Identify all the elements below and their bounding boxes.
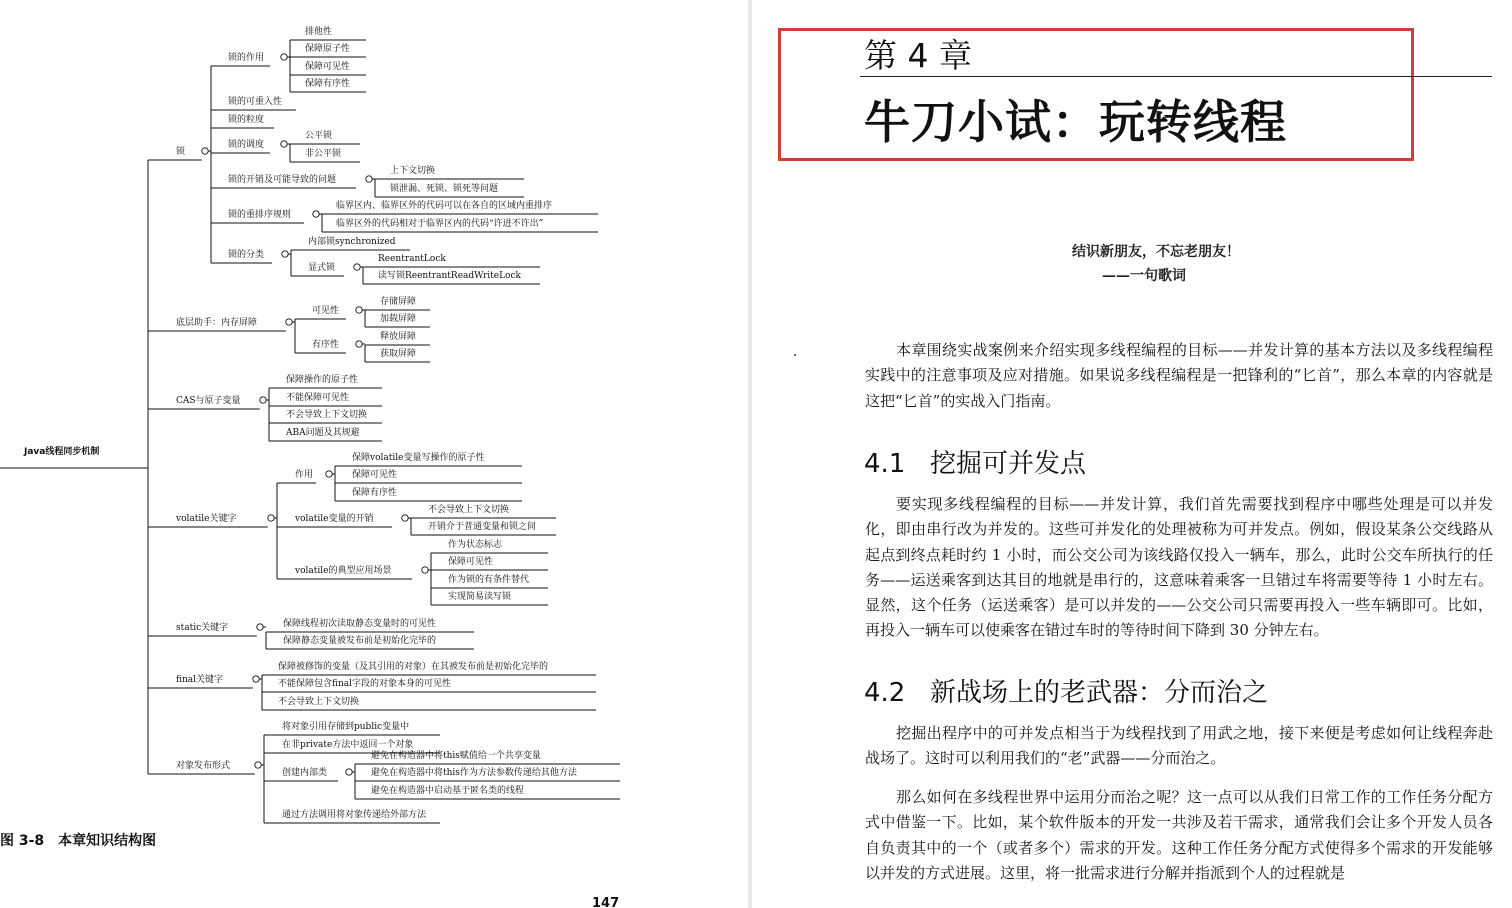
- mindmap-node-label: 非公平锁: [305, 149, 342, 159]
- collapse-node-icon: [255, 762, 261, 768]
- section-4-2-paragraph-2: 那么如何在多线程世界中运用分而治之呢？这一点可以从我们日常工作的工作任务分配方式中借鉴一下。比如，某个软件版本的开发一共涉及若干需求，通常我们会让多个开发人员各自负责其中的一个（或者多个）需求的开发。这种工作任务分配方式使得多个需求的开发能够以并发的方式进展。这里，将一批需求进行分解并指派到个人的过程就是: [865, 788, 1493, 882]
- mindmap-node-label: volatile变量的开销: [295, 514, 374, 524]
- mindmap-node-label: 不能保障包含final字段的对象本身的可见性: [278, 679, 452, 689]
- collapse-node-icon: [202, 148, 208, 154]
- collapse-node-icon: [366, 176, 372, 182]
- chapter-intro: 本章围绕实战案例来介绍实现多线程编程的目标——并发计算的基本方法以及多线程编程实践中的注意事项及应对措施。如果说多线程编程是一把锋利的“匕首”，那么本章的内容就是这把“匕首”的实战入门指南。: [865, 341, 1493, 410]
- collapse-node-icon: [313, 211, 319, 217]
- mindmap-node-label: 临界区内、临界区外的代码可以在各自的区域内重排序: [336, 201, 553, 211]
- mindmap-node-label: 实现简易读写锁: [448, 592, 512, 602]
- mindmap-node-label: 保障静态变量被发布前是初始化完毕的: [283, 636, 437, 646]
- page-number: 147: [592, 896, 620, 908]
- mindmap-node-label: 锁的粒度: [228, 115, 265, 125]
- mindmap-node-label: 保障被修饰的变量（及其引用的对象）在其被发布前是初始化完毕的: [278, 662, 549, 672]
- collapse-node-icon: [257, 624, 263, 630]
- mindmap-node-label: 作用: [295, 470, 314, 480]
- collapse-node-icon: [422, 567, 428, 573]
- mindmap-node-label: 保障操作的原子性: [286, 375, 359, 385]
- mindmap-node-label: 锁的开销及可能导致的问题: [228, 175, 337, 185]
- mindmap-node-label: 上下文切换: [390, 166, 436, 176]
- mindmap-node-label: final关键字: [176, 675, 224, 685]
- mindmap-node-label: 锁的作用: [228, 53, 265, 63]
- mindmap-node-label: 有序性: [312, 340, 340, 350]
- mindmap-node-label: 不会导致上下文切换: [286, 410, 368, 420]
- mindmap-node-label: 显式锁: [308, 263, 336, 273]
- mindmap-node-label: 读写锁ReentrantReadWriteLock: [378, 271, 522, 281]
- epigraph: [1072, 240, 1332, 288]
- mindmap-node-label: 在非private方法中返回一个对象: [282, 740, 414, 750]
- epigraph-quote: 结识新朋友，不忘老朋友！: [1072, 244, 1240, 260]
- mindmap-node-label: 通过方法调用将对象传递给外部方法: [282, 810, 427, 820]
- mindmap-node-label: 保障线程初次读取静态变量时的可见性: [283, 619, 437, 629]
- mindmap-node-label: 锁的重排序规则: [228, 210, 292, 220]
- collapse-node-icon: [402, 515, 408, 521]
- mindmap-node-label: 对象发布形式: [176, 761, 231, 771]
- collapse-node-icon: [326, 471, 332, 477]
- mindmap-node-label: 排他性: [305, 27, 333, 37]
- scan-speck: [794, 354, 796, 356]
- collapse-node-icon: [281, 54, 287, 60]
- mindmap-node-label: volatile关键字: [176, 514, 237, 524]
- epigraph-source: ——一句歌词: [1102, 268, 1186, 284]
- section-heading-4-2: [864, 672, 1268, 709]
- collapse-node-icon: [354, 264, 360, 270]
- mindmap-node-label: 公平锁: [305, 131, 333, 141]
- mindmap-node-label: 临界区外的代码相对于临界区内的代码“许进不许出”: [336, 219, 544, 229]
- collapse-node-icon: [260, 397, 266, 403]
- mindmap-node-label: 避免在构造器中将this赋值给一个共享变量: [371, 751, 541, 761]
- mindmap-node-label: 释放屏障: [380, 332, 417, 342]
- mindmap-node-label: 锁的可重入性: [228, 97, 283, 107]
- section-4-2-paragraph-1: 挖掘出程序中的可并发点相当于为线程找到了用武之地，接下来便是考虑如何让线程奔赴战场了。这时可以利用我们的“老”武器——分而治之。: [865, 724, 1493, 768]
- collapse-node-icon: [286, 319, 292, 325]
- collapse-node-icon: [281, 141, 287, 147]
- mindmap-node-label: 锁: [176, 147, 186, 157]
- mindmap-node-label: 将对象引用存储到public变量中: [282, 722, 410, 732]
- mindmap-node-label: 保障原子性: [305, 44, 351, 54]
- mindmap-node-label: 避免在构造器中启动基于匿名类的线程: [371, 786, 525, 796]
- left-page: [0, 0, 748, 908]
- mindmap-node-label: 底层助手：内存屏障: [176, 318, 258, 328]
- knowledge-mind-map: [0, 0, 748, 830]
- mindmap-node-label: 开销介于普通变量和锁之间: [428, 522, 537, 532]
- mindmap-node-label: 作为状态标志: [448, 540, 503, 550]
- section-title: 挖掘可并发点: [930, 449, 1087, 479]
- mindmap-node-label: 保障可见性: [352, 470, 398, 480]
- mindmap-node-label: 创建内部类: [282, 768, 328, 778]
- mindmap-node-label: 不会导致上下文切换: [428, 505, 510, 515]
- mindmap-node-label: 可见性: [312, 306, 340, 316]
- mindmap-node-label: 锁的分类: [228, 250, 265, 260]
- collapse-node-icon: [346, 769, 352, 775]
- mindmap-node-label: 获取屏障: [380, 349, 417, 359]
- section-number: 4.2: [864, 678, 906, 708]
- chapter-number: 第 4 章: [864, 36, 972, 75]
- mindmap-node-label: 加载屏障: [380, 314, 417, 324]
- mindmap-node-label: static关键字: [176, 623, 229, 633]
- mindmap-node-label: ABA问题及其规避: [286, 428, 360, 438]
- chapter-title: 牛刀小试：玩转线程: [864, 95, 1287, 149]
- mindmap-node-label: CAS与原子变量: [176, 396, 241, 406]
- section-4-1-paragraph: 要实现多线程编程的目标——并发计算，我们首先需要找到程序中哪些处理是可以并发化，即由串行改为并发的。这些可并发化的处理被称为可并发点。例如，假设某条公交线路从起点到终点耗时约 1 小时，而公交公司为该线路仅投入一辆车，那么，此时公交车所执行的任务——运送乘客到达其目的地就是串行的，这意味着乘客一旦错过车将需要等待 1 小时左右。显然，这个任务（运送乘客）是可以并发的——公交公司只需要再投入一些车辆即可。比如，再投入一辆车可以使乘客在错过车时的等待时间下降到 30 分钟左右。: [865, 495, 1493, 640]
- right-page: [752, 0, 1512, 908]
- mindmap-node-label: 避免在构造器中将this作为方法参数传递给其他方法: [371, 768, 577, 778]
- collapse-node-icon: [356, 307, 362, 313]
- mindmap-node-label: ReentrantLock: [378, 254, 446, 264]
- mindmap-node-label: 保障可见性: [305, 62, 351, 72]
- mindmap-node-label: 锁泄漏、死锁、锁死等问题: [390, 184, 499, 194]
- mindmap-node-label: 保障有序性: [352, 488, 398, 498]
- collapse-node-icon: [282, 251, 288, 257]
- mindmap-node-label: 锁的调度: [228, 140, 265, 150]
- section-number: 4.1: [864, 449, 906, 479]
- figure-caption: 图 3-8 本章知识结构图: [0, 833, 157, 849]
- mindmap-node-label: 作为锁的有条件替代: [448, 575, 530, 585]
- collapse-node-icon: [268, 515, 274, 521]
- section-title: 新战场上的老武器：分而治之: [930, 678, 1269, 708]
- mindmap-node-label: 不能保障可见性: [286, 393, 350, 403]
- mindmap-node-label: 保障volatile变量写操作的原子性: [352, 453, 485, 463]
- mindmap-node-label: 保障可见性: [448, 557, 494, 567]
- chapter-rule: [860, 76, 1492, 77]
- mindmap-node-label: 不会导致上下文切换: [278, 697, 360, 707]
- mindmap-root-label: Java线程同步机制: [24, 447, 100, 457]
- section-heading-4-1: [864, 443, 1086, 480]
- mindmap-node-label: 保障有序性: [305, 79, 351, 89]
- collapse-node-icon: [253, 676, 259, 682]
- mindmap-node-label: 内部锁synchronized: [308, 237, 396, 247]
- mindmap-node-label: volatile的典型应用场景: [295, 566, 392, 576]
- collapse-node-icon: [356, 341, 362, 347]
- mindmap-node-label: 存储屏障: [380, 297, 417, 307]
